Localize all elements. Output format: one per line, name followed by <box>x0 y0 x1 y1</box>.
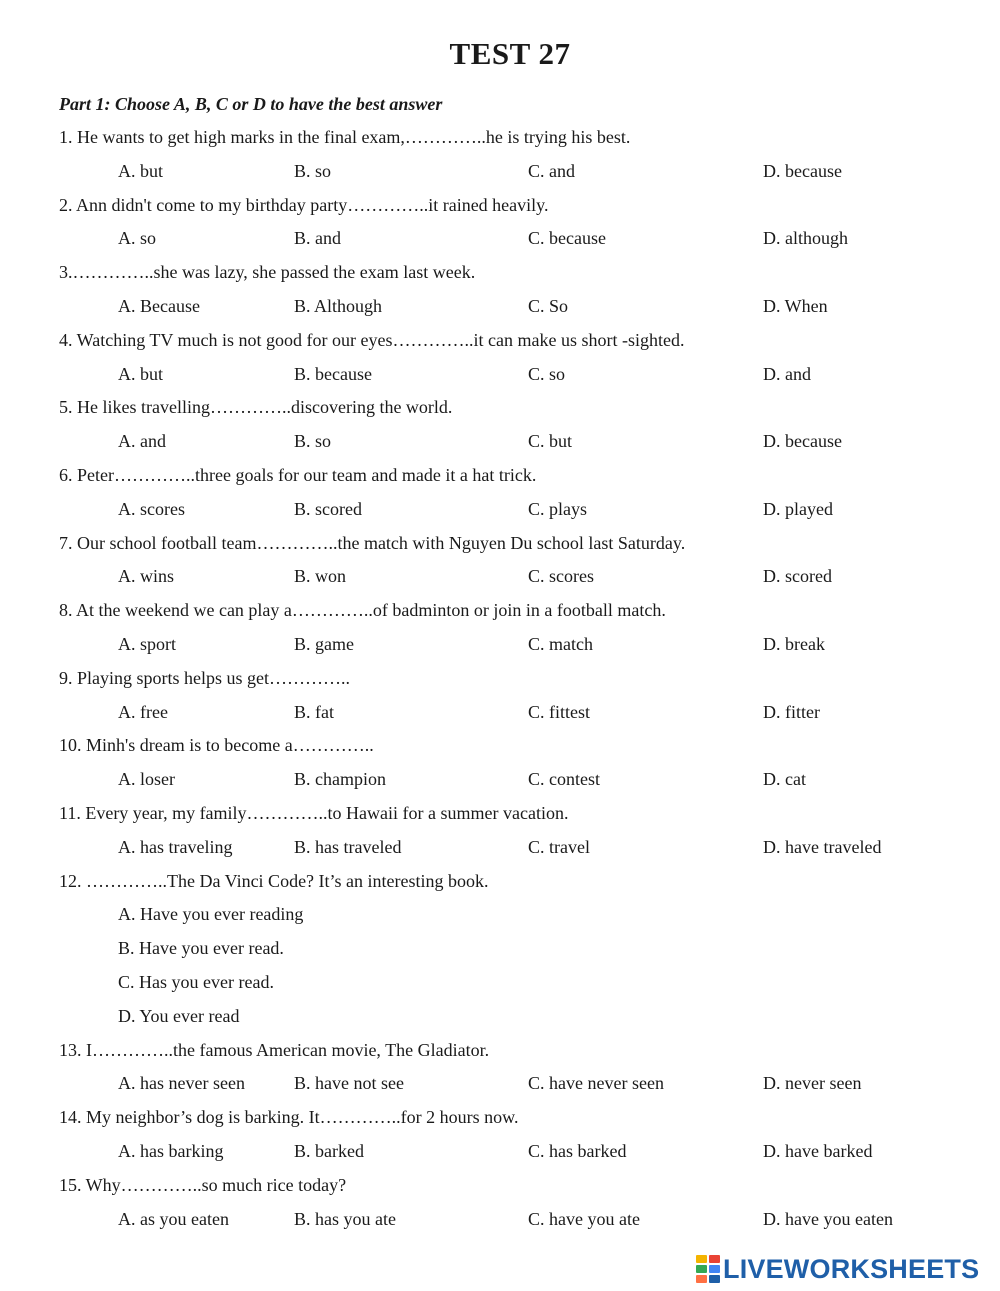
question-8-option-b[interactable]: B. game <box>294 634 354 654</box>
question-9-option-d[interactable]: D. fitter <box>763 701 820 722</box>
question-10: 10. Minh's dream is to become a………….. <box>59 735 374 756</box>
question-8-option-c[interactable]: C. match <box>528 634 593 654</box>
question-14: 14. My neighbor’s dog is barking. It…………..for 2 hours now. <box>59 1107 519 1128</box>
question-9: 9. Playing sports helps us get………….. <box>59 667 350 688</box>
logo-text: LIVEWORKSHEETS <box>723 1253 980 1284</box>
question-1-option-b[interactable]: B. so <box>294 160 332 181</box>
question-5-option-a[interactable]: A. and <box>118 431 166 452</box>
question-14-option-b[interactable]: B. barked <box>294 1141 364 1161</box>
question-11-option-d[interactable]: D. have traveled <box>763 836 882 857</box>
question-3-option-d[interactable]: D. When <box>763 296 828 316</box>
question-2-option-d[interactable]: D. although <box>763 228 848 249</box>
question-11-option-b[interactable]: B. has traveled <box>294 836 402 857</box>
logo-square-4 <box>709 1265 720 1273</box>
question-10-option-b[interactable]: B. champion <box>294 769 386 790</box>
logo-square-6 <box>709 1275 720 1283</box>
question-2-option-c[interactable]: C. because <box>528 228 606 249</box>
logo-square-5 <box>696 1275 707 1283</box>
question-1: 1. He wants to get high marks in the final exam,…………..he is trying his best. <box>59 127 631 147</box>
question-11: 11. Every year, my family…………..to Hawaii for a summer vacation. <box>59 803 569 823</box>
question-13-option-b[interactable]: B. have not see <box>294 1073 404 1094</box>
question-8-option-d[interactable]: D. break <box>763 634 825 654</box>
question-4-option-a[interactable]: A. but <box>118 363 163 384</box>
logo-square-1 <box>696 1255 707 1263</box>
question-10-option-c[interactable]: C. contest <box>528 769 600 790</box>
question-10-option-a[interactable]: A. loser <box>118 769 175 790</box>
question-5-option-c[interactable]: C. but <box>528 431 573 452</box>
question-4-option-d[interactable]: D. and <box>763 363 811 384</box>
question-1-option-d[interactable]: D. because <box>763 160 842 181</box>
question-6: 6. Peter…………..three goals for our team and made it a hat trick. <box>59 465 537 485</box>
question-1-option-a[interactable]: A. but <box>118 160 163 181</box>
question-1-option-c[interactable]: C. and <box>528 160 575 181</box>
question-14-option-d[interactable]: D. have barked <box>763 1141 873 1161</box>
question-7-option-d[interactable]: D. scored <box>763 566 832 587</box>
question-5-option-d[interactable]: D. because <box>763 431 842 452</box>
question-12-option-c[interactable]: C. Has you ever read. <box>118 972 274 992</box>
question-6-option-b[interactable]: B. scored <box>294 498 362 519</box>
question-4: 4. Watching TV much is not good for our eyes…………..it can make us short -sighted. <box>59 329 685 350</box>
question-9-option-b[interactable]: B. fat <box>294 701 334 722</box>
question-2-option-b[interactable]: B. and <box>294 228 341 249</box>
question-12-option-d[interactable]: D. You ever read <box>118 1005 240 1026</box>
question-4-option-c[interactable]: C. so <box>528 363 566 384</box>
question-6-option-a[interactable]: A. scores <box>118 498 185 519</box>
question-7: 7. Our school football team…………..the match with Nguyen Du school last Saturday. <box>59 532 686 553</box>
logo-square-2 <box>709 1255 720 1263</box>
question-5: 5. He likes travelling…………..discovering the world. <box>59 397 453 418</box>
question-13-option-d[interactable]: D. never seen <box>763 1073 862 1094</box>
question-15: 15. Why…………..so much rice today? <box>59 1174 347 1195</box>
question-12-option-a[interactable]: A. Have you ever reading <box>118 904 304 925</box>
logo-square-3 <box>696 1265 707 1273</box>
question-7-option-c[interactable]: C. scores <box>528 566 594 587</box>
question-13-option-a[interactable]: A. has never seen <box>118 1073 245 1094</box>
question-15-option-b[interactable]: B. has you ate <box>294 1208 396 1229</box>
question-15-option-d[interactable]: D. have you eaten <box>763 1208 893 1229</box>
question-3-option-c[interactable]: C. So <box>528 296 569 316</box>
page-title: TEST 27 <box>449 36 571 71</box>
question-8-option-a[interactable]: A. sport <box>118 634 176 654</box>
question-5-option-b[interactable]: B. so <box>294 431 332 452</box>
liveworksheets-logo <box>696 1253 979 1285</box>
question-11-option-a[interactable]: A. has traveling <box>118 836 233 857</box>
question-13-option-c[interactable]: C. have never seen <box>528 1073 664 1094</box>
question-3-option-b[interactable]: B. Although <box>294 296 383 316</box>
question-6-option-c[interactable]: C. plays <box>528 498 588 519</box>
question-2-option-a[interactable]: A. so <box>118 228 157 249</box>
question-14-option-c[interactable]: C. has barked <box>528 1141 627 1161</box>
question-7-option-b[interactable]: B. won <box>294 566 347 587</box>
question-15-option-c[interactable]: C. have you ate <box>528 1208 640 1229</box>
question-8: 8. At the weekend we can play a…………..of badminton or join in a football match. <box>59 600 666 621</box>
question-11-option-c[interactable]: C. travel <box>528 836 590 857</box>
question-9-option-a[interactable]: A. free <box>118 701 168 722</box>
question-10-option-d[interactable]: D. cat <box>763 769 806 790</box>
question-9-option-c[interactable]: C. fittest <box>528 701 590 722</box>
question-12: 12. …………..The Da Vinci Code? It’s an interesting book. <box>59 870 489 891</box>
question-4-option-b[interactable]: B. because <box>294 363 372 384</box>
question-12-option-b[interactable]: B. Have you ever read. <box>118 938 284 959</box>
question-6-option-d[interactable]: D. played <box>763 498 833 519</box>
question-3: 3.…………..she was lazy, she passed the exam last week. <box>59 262 476 283</box>
question-15-option-a[interactable]: A. as you eaten <box>118 1208 229 1229</box>
liveworksheets-logo-icon <box>696 1255 720 1283</box>
part-heading: Part 1: Choose A, B, C or D to have the best answer <box>59 94 443 114</box>
question-13: 13. I…………..the famous American movie, The Gladiator. <box>59 1039 490 1060</box>
question-7-option-a[interactable]: A. wins <box>118 566 175 587</box>
question-3-option-a[interactable]: A. Because <box>118 296 200 316</box>
question-2: 2. Ann didn't come to my birthday party…………..it rained heavily. <box>59 194 549 215</box>
question-14-option-a[interactable]: A. has barking <box>118 1141 224 1161</box>
